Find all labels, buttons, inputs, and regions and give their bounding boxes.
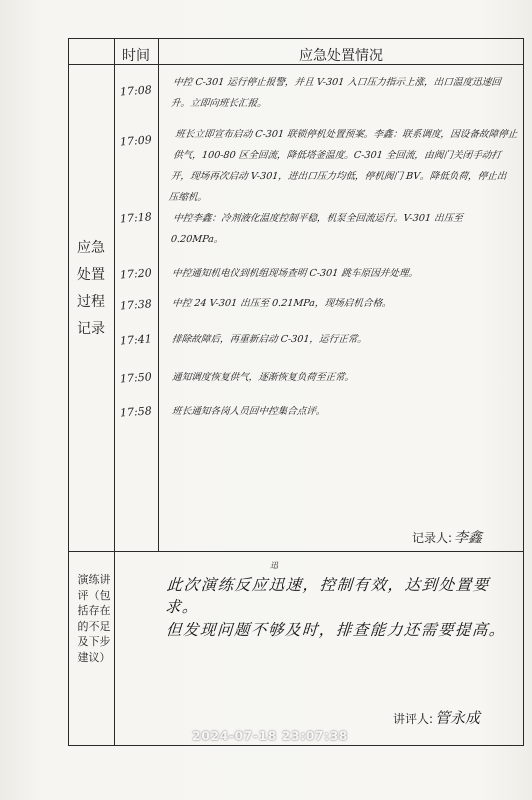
side-column-divider bbox=[114, 38, 115, 552]
header-time: 时间 bbox=[122, 48, 150, 64]
entry-time: 17:09 bbox=[119, 133, 153, 149]
entry-time: 17:18 bbox=[119, 210, 153, 226]
review-label: 演练讲评（包括存在的不足及下步建议） bbox=[77, 573, 111, 664]
reviewer-label: 讲评人: bbox=[393, 712, 434, 726]
review-insert-mark: 迅 bbox=[270, 561, 278, 570]
side-label bbox=[68, 235, 114, 343]
review-line-2: 但发现问题不够及时，排查能力还需要提高。 bbox=[165, 621, 507, 639]
entry-text: 中控李鑫：冷剂液化温度控制平稳，机泵全回流运行。V-301 出压至 0.20MPa。 bbox=[170, 213, 464, 245]
entry-text: 排除故障后，再重新启动 C-301，运行正常。 bbox=[171, 334, 368, 345]
section-divider bbox=[68, 551, 524, 552]
entry-time: 17:41 bbox=[119, 332, 153, 348]
entry-time: 17:58 bbox=[119, 404, 153, 420]
side-label-line-3: 过程 bbox=[77, 294, 105, 310]
entry-text: 班长立即宣布启动 C-301 联锁停机处置预案。李鑫：联系调度，因设备故障停止供气，100-80 区全回流，降低塔釜温度。C-301 全回流，由阀门关闭手动打开，现场再次启动 V-301，进出口压力均低，停机阀门 BV。降低负荷，停止出压缩机。 bbox=[168, 129, 518, 203]
reviewer bbox=[393, 707, 480, 728]
reviewer-signature: 管永成 bbox=[435, 709, 481, 727]
recorder-label: 记录人: bbox=[412, 531, 453, 545]
entry-text: 中控通知机电仪到机组现场查明 C-301 跳车原因并处理。 bbox=[171, 268, 419, 279]
entry-time: 17:38 bbox=[119, 297, 153, 313]
entry-time: 17:50 bbox=[119, 370, 153, 386]
entry-time: 17:08 bbox=[119, 83, 153, 99]
entry-text: 班长通知各岗人员回中控集合点评。 bbox=[171, 406, 327, 417]
review-column-divider bbox=[114, 551, 115, 746]
side-label-line-2: 处置 bbox=[77, 267, 105, 283]
recorder bbox=[412, 527, 482, 547]
entry-text: 通知调度恢复供气，逐渐恢复负荷至正常。 bbox=[171, 372, 355, 383]
side-label-line-4: 记录 bbox=[77, 321, 105, 337]
recorder-signature: 李鑫 bbox=[454, 530, 483, 546]
entry-time: 17:20 bbox=[119, 266, 153, 282]
entry-text: 中控 24 V-301 出压至 0.21MPa，现场启机合格。 bbox=[171, 298, 393, 309]
header-situation: 应急处置情况 bbox=[299, 48, 383, 64]
entry-text: 中控 C-301 运行停止报警，并且 V-301 入口压力指示上涨，出口温度迅速回升。立即向班长汇报。 bbox=[170, 77, 502, 109]
timestamp-watermark: 2024-07-18 23:07:38 bbox=[192, 728, 348, 743]
review-line-1: 此次演练反应迅速，控制有效，达到处置要求。 bbox=[164, 576, 491, 616]
time-column-divider bbox=[158, 38, 159, 552]
side-label-line-1: 应急 bbox=[77, 240, 105, 256]
